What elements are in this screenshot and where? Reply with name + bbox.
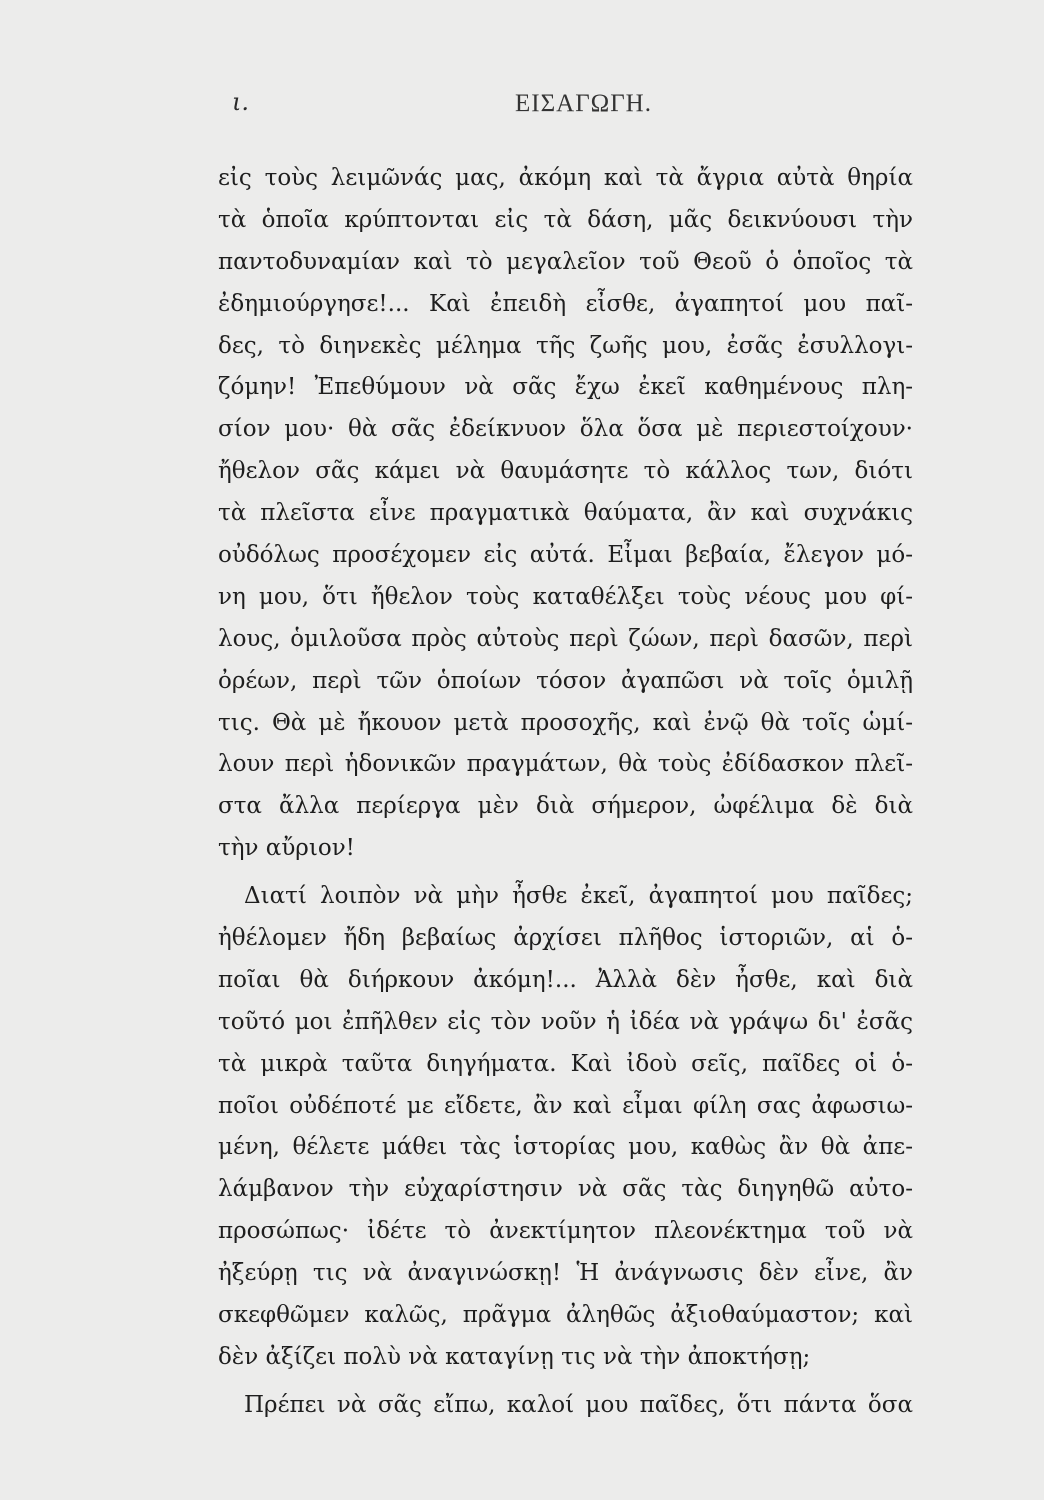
text-line: τις. Θὰ μὲ ἤκουον μετὰ προσοχῆς, καὶ ἐνῷ θὰ τοῖς ὡμί- (218, 709, 913, 736)
text-line: σίον μου· θὰ σᾶς ἐδείκνυον ὅλα ὅσα μὲ περιεστοίχουν· (218, 416, 913, 443)
text-line: ἤθελον σᾶς κάμει νὰ θαυμάσητε τὸ κάλλος των, διότι (218, 458, 913, 485)
text-line: ὀρέων, περὶ τῶν ὁποίων τόσον ἀγαπῶσι νὰ τοῖς ὁμιλῇ (218, 667, 913, 694)
text-line: νη μου, ὅτι ἤθελον τοὺς καταθέλξει τοὺς νέους μου φί- (218, 583, 913, 610)
text-line: λους, ὁμιλοῦσα πρὸς αὐτοὺς περὶ ζώων, περὶ δασῶν, περὶ (218, 625, 913, 652)
section-title: ΕΙΣΑΓΩΓΗ. (515, 90, 652, 117)
text-line: Πρέπει νὰ σᾶς εἴπω, καλοί μου παῖδες, ὅτι πάντα ὅσα (244, 1391, 913, 1418)
text-line: ἐδημιούργησε!... Καὶ ἐπειδὴ εἶσθε, ἀγαπητοί μου παῖ- (218, 290, 913, 317)
running-head (0, 88, 1044, 128)
text-line: παντοδυναμίαν καὶ τὸ μεγαλεῖον τοῦ Θεοῦ ὁ ὁποῖος τὰ (218, 248, 913, 275)
text-line: ζόμην! Ἐπεθύμουν νὰ σᾶς ἔχω ἐκεῖ καθημένους πλη- (218, 374, 913, 401)
text-line: στα ἄλλα περίεργα μὲν διὰ σήμερον, ὠφέλιμα δὲ διὰ (218, 793, 913, 820)
text-line: ἠθέλομεν ἤδη βεβαίως ἀρχίσει πλῆθος ἱστοριῶν, αἱ ὁ- (218, 925, 913, 952)
text-line: ἠξεύρῃ τις νὰ ἀναγινώσκῃ! Ἡ ἀνάγνωσις δὲν εἶνε, ἂν (218, 1260, 913, 1287)
text-line: σκεφθῶμεν καλῶς, πρᾶγμα ἀληθῶς ἀξιοθαύμαστον; καὶ (218, 1302, 913, 1329)
text-line: λάμβανον τὴν εὐχαρίστησιν νὰ σᾶς τὰς διηγηθῶ αὐτο- (218, 1176, 913, 1203)
body-text (218, 158, 913, 1427)
page-number: ι. (232, 88, 250, 116)
text-line: δὲν ἀξίζει πολὺ νὰ καταγίνῃ τις νὰ τὴν ἀποκτήσῃ; (218, 1343, 811, 1370)
text-line: τὴν αὔριον! (218, 835, 355, 862)
text-line: προσώπως· ἰδέτε τὸ ἀνεκτίμητον πλεονέκτημα τοῦ νὰ (218, 1218, 913, 1245)
text-line: τοῦτό μοι ἐπῆλθεν εἰς τὸν νοῦν ἡ ἰδέα νὰ γράψω δι' ἐσᾶς (218, 1008, 913, 1035)
text-line: τὰ μικρὰ ταῦτα διηγήματα. Καὶ ἰδοὺ σεῖς, παῖδες οἱ ὁ- (218, 1050, 913, 1077)
text-line: τὰ ὁποῖα κρύπτονται εἰς τὰ δάση, μᾶς δεικνύουσι τὴν (218, 206, 913, 233)
text-line: δες, τὸ διηνεκὲς μέλημα τῆς ζωῆς μου, ἐσᾶς ἐσυλλογι- (218, 332, 913, 359)
text-line: οὐδόλως προσέχομεν εἰς αὐτά. Εἶμαι βεβαία, ἔλεγον μό- (218, 542, 913, 569)
text-line: Διατί λοιπὸν νὰ μὴν ἦσθε ἐκεῖ, ἀγαπητοί μου παῖδες; (244, 883, 913, 910)
text-line: ποῖαι θὰ διήρκουν ἀκόμη!... Ἀλλὰ δὲν ἦσθε, καὶ διὰ (218, 966, 913, 993)
text-line: λουν περὶ ἡδονικῶν πραγμάτων, θὰ τοὺς ἐδίδασκον πλεῖ- (218, 751, 913, 778)
text-line: εἰς τοὺς λειμῶνάς μας, ἀκόμη καὶ τὰ ἄγρια αὐτὰ θηρία (218, 165, 913, 191)
text-line: μένη, θέλετε μάθει τὰς ἱστορίας μου, καθὼς ἂν θὰ ἀπε- (218, 1134, 913, 1161)
text-line: ποῖοι οὐδέποτέ με εἴδετε, ἂν καὶ εἶμαι φίλη σας ἀφωσιω- (218, 1092, 913, 1119)
text-line: τὰ πλεῖστα εἶνε πραγματικὰ θαύματα, ἂν καὶ συχνάκις (218, 500, 913, 527)
